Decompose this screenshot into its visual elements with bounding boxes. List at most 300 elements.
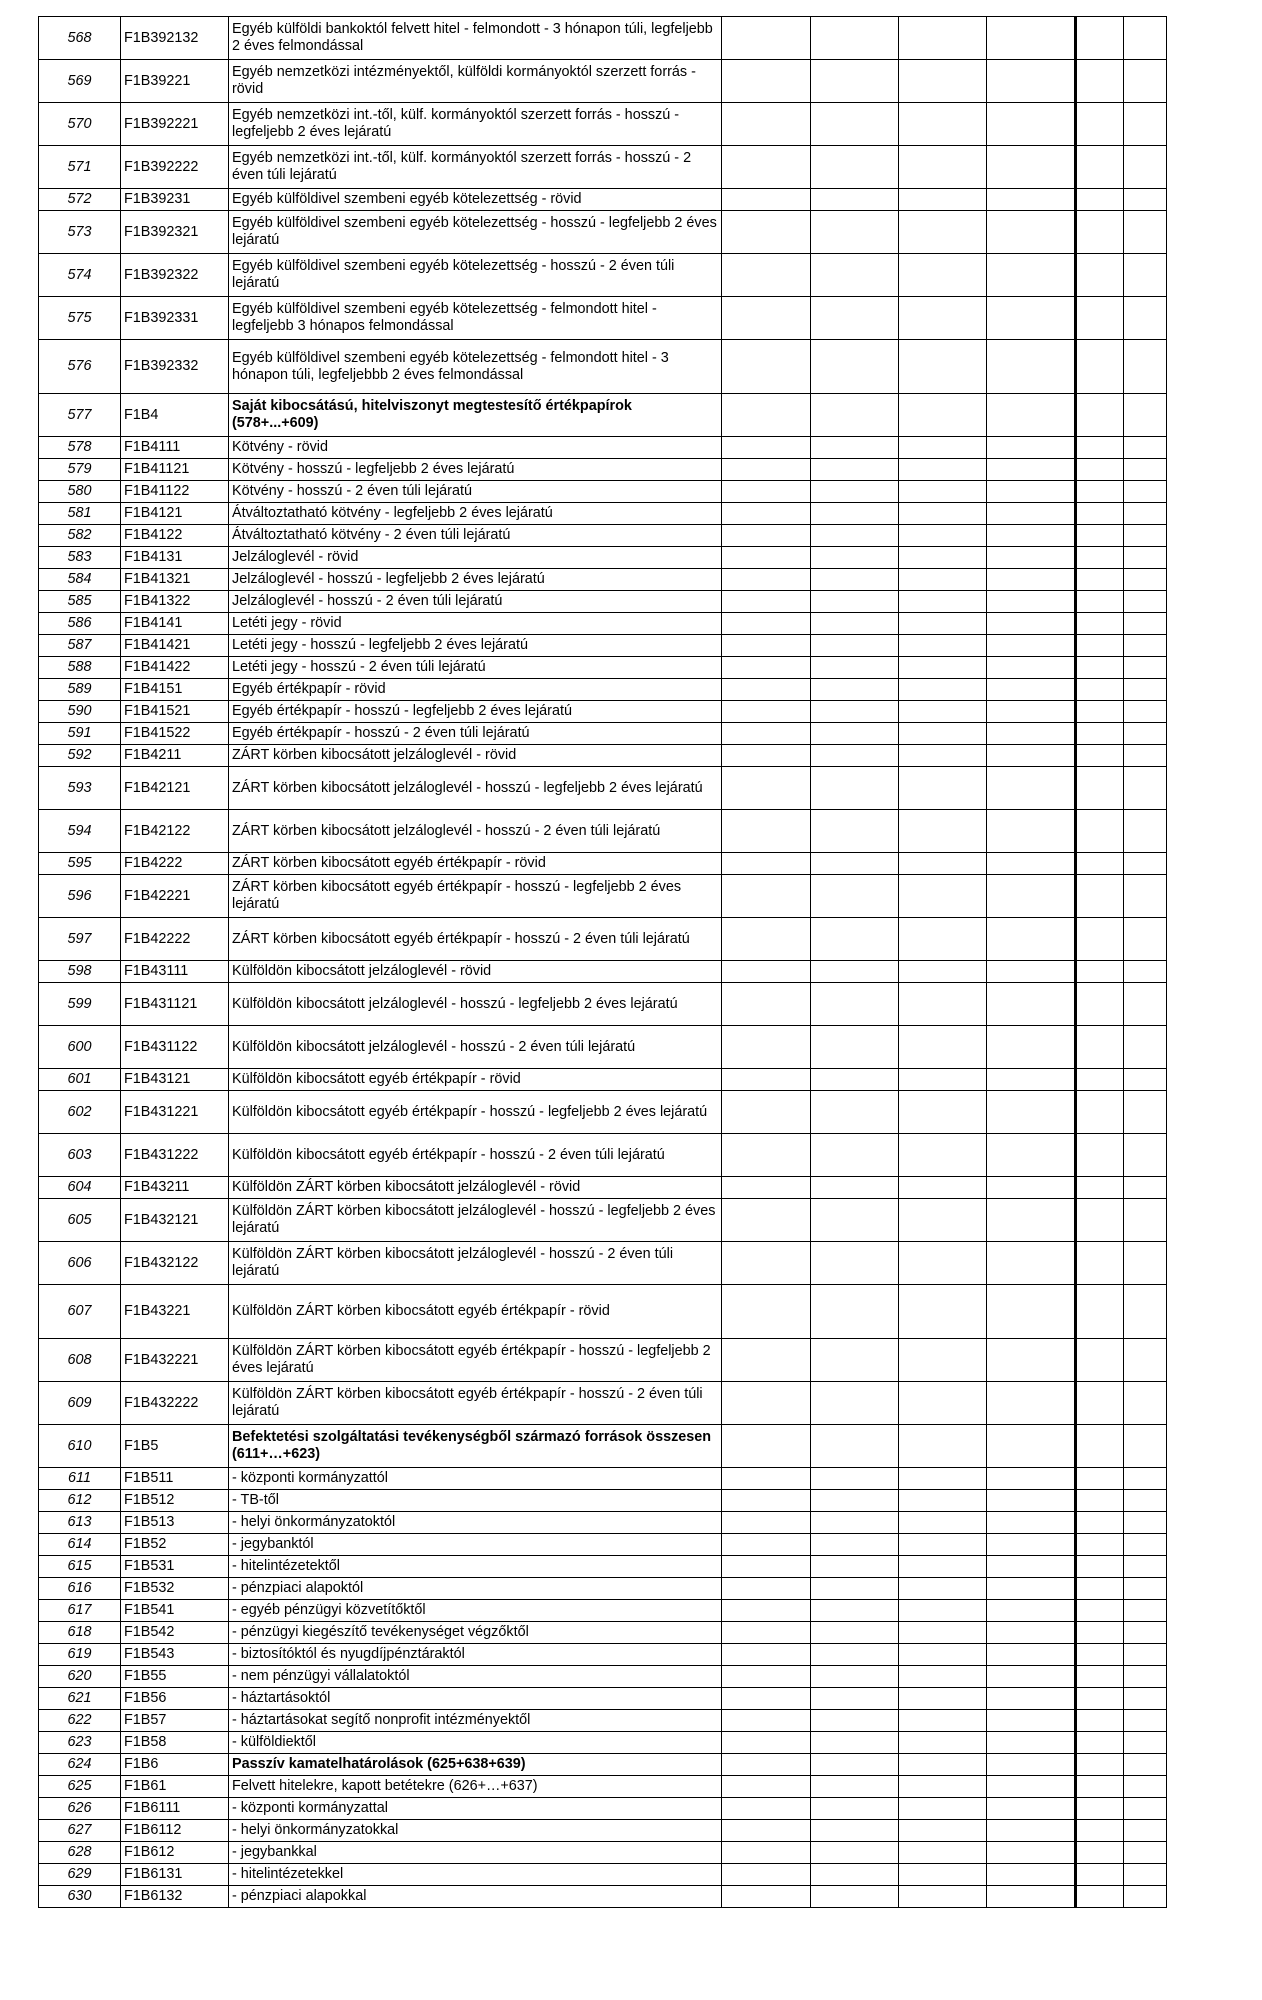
value-cell[interactable] — [811, 767, 899, 810]
value-cell[interactable] — [899, 1490, 987, 1512]
value-cell[interactable] — [987, 1468, 1076, 1490]
value-cell[interactable] — [987, 745, 1076, 767]
value-cell[interactable] — [1124, 437, 1167, 459]
value-cell[interactable] — [899, 60, 987, 103]
value-cell[interactable] — [1124, 1026, 1167, 1069]
value-cell[interactable] — [811, 189, 899, 211]
value-cell[interactable] — [987, 525, 1076, 547]
value-cell[interactable] — [722, 1490, 811, 1512]
value-cell[interactable] — [722, 17, 811, 60]
value-cell[interactable] — [1076, 1512, 1124, 1534]
value-cell[interactable] — [722, 459, 811, 481]
value-cell[interactable] — [1124, 1134, 1167, 1177]
value-cell[interactable] — [722, 1798, 811, 1820]
value-cell[interactable] — [899, 547, 987, 569]
value-cell[interactable] — [722, 1026, 811, 1069]
value-cell[interactable] — [811, 1177, 899, 1199]
value-cell[interactable] — [811, 1242, 899, 1285]
value-cell[interactable] — [1076, 1886, 1124, 1908]
value-cell[interactable] — [811, 591, 899, 613]
value-cell[interactable] — [899, 17, 987, 60]
value-cell[interactable] — [1124, 17, 1167, 60]
value-cell[interactable] — [1124, 1754, 1167, 1776]
value-cell[interactable] — [811, 1134, 899, 1177]
value-cell[interactable] — [987, 701, 1076, 723]
value-cell[interactable] — [722, 1512, 811, 1534]
value-cell[interactable] — [1124, 1382, 1167, 1425]
value-cell[interactable] — [987, 211, 1076, 254]
value-cell[interactable] — [722, 745, 811, 767]
value-cell[interactable] — [899, 613, 987, 635]
value-cell[interactable] — [722, 297, 811, 340]
value-cell[interactable] — [1124, 254, 1167, 297]
value-cell[interactable] — [987, 810, 1076, 853]
value-cell[interactable] — [1124, 701, 1167, 723]
value-cell[interactable] — [811, 1285, 899, 1339]
value-cell[interactable] — [1076, 17, 1124, 60]
value-cell[interactable] — [899, 459, 987, 481]
value-cell[interactable] — [811, 17, 899, 60]
value-cell[interactable] — [1076, 875, 1124, 918]
value-cell[interactable] — [1076, 1710, 1124, 1732]
value-cell[interactable] — [722, 875, 811, 918]
value-cell[interactable] — [1124, 853, 1167, 875]
value-cell[interactable] — [1124, 60, 1167, 103]
value-cell[interactable] — [899, 723, 987, 745]
value-cell[interactable] — [1076, 1556, 1124, 1578]
value-cell[interactable] — [899, 525, 987, 547]
value-cell[interactable] — [1076, 103, 1124, 146]
value-cell[interactable] — [987, 1600, 1076, 1622]
value-cell[interactable] — [1124, 723, 1167, 745]
value-cell[interactable] — [1076, 1688, 1124, 1710]
value-cell[interactable] — [987, 1886, 1076, 1908]
value-cell[interactable] — [987, 1798, 1076, 1820]
value-cell[interactable] — [899, 1134, 987, 1177]
value-cell[interactable] — [987, 1732, 1076, 1754]
value-cell[interactable] — [811, 1199, 899, 1242]
value-cell[interactable] — [722, 1644, 811, 1666]
value-cell[interactable] — [811, 146, 899, 189]
value-cell[interactable] — [811, 1026, 899, 1069]
value-cell[interactable] — [1124, 1798, 1167, 1820]
value-cell[interactable] — [1124, 875, 1167, 918]
value-cell[interactable] — [987, 481, 1076, 503]
value-cell[interactable] — [1124, 525, 1167, 547]
value-cell[interactable] — [1124, 1666, 1167, 1688]
value-cell[interactable] — [987, 679, 1076, 701]
value-cell[interactable] — [899, 569, 987, 591]
value-cell[interactable] — [1076, 525, 1124, 547]
value-cell[interactable] — [987, 1285, 1076, 1339]
value-cell[interactable] — [1076, 1534, 1124, 1556]
value-cell[interactable] — [1124, 1425, 1167, 1468]
value-cell[interactable] — [899, 853, 987, 875]
value-cell[interactable] — [811, 297, 899, 340]
value-cell[interactable] — [1076, 481, 1124, 503]
value-cell[interactable] — [722, 1666, 811, 1688]
value-cell[interactable] — [722, 1688, 811, 1710]
value-cell[interactable] — [899, 1069, 987, 1091]
value-cell[interactable] — [811, 635, 899, 657]
value-cell[interactable] — [1124, 211, 1167, 254]
value-cell[interactable] — [811, 1512, 899, 1534]
value-cell[interactable] — [987, 1534, 1076, 1556]
value-cell[interactable] — [1076, 60, 1124, 103]
value-cell[interactable] — [811, 1886, 899, 1908]
value-cell[interactable] — [1076, 635, 1124, 657]
value-cell[interactable] — [722, 1468, 811, 1490]
value-cell[interactable] — [899, 1688, 987, 1710]
value-cell[interactable] — [722, 481, 811, 503]
value-cell[interactable] — [722, 503, 811, 525]
value-cell[interactable] — [1076, 723, 1124, 745]
value-cell[interactable] — [1076, 394, 1124, 437]
value-cell[interactable] — [899, 983, 987, 1026]
value-cell[interactable] — [1124, 1886, 1167, 1908]
value-cell[interactable] — [1076, 918, 1124, 961]
value-cell[interactable] — [811, 1754, 899, 1776]
value-cell[interactable] — [722, 146, 811, 189]
value-cell[interactable] — [1076, 1091, 1124, 1134]
value-cell[interactable] — [1076, 297, 1124, 340]
value-cell[interactable] — [722, 1242, 811, 1285]
value-cell[interactable] — [899, 146, 987, 189]
value-cell[interactable] — [1124, 1285, 1167, 1339]
value-cell[interactable] — [987, 103, 1076, 146]
value-cell[interactable] — [811, 340, 899, 394]
value-cell[interactable] — [899, 1425, 987, 1468]
value-cell[interactable] — [811, 983, 899, 1026]
value-cell[interactable] — [811, 1710, 899, 1732]
value-cell[interactable] — [722, 1732, 811, 1754]
value-cell[interactable] — [811, 961, 899, 983]
value-cell[interactable] — [1076, 1199, 1124, 1242]
value-cell[interactable] — [811, 459, 899, 481]
value-cell[interactable] — [987, 547, 1076, 569]
value-cell[interactable] — [722, 525, 811, 547]
value-cell[interactable] — [811, 1339, 899, 1382]
value-cell[interactable] — [1124, 1688, 1167, 1710]
value-cell[interactable] — [722, 853, 811, 875]
value-cell[interactable] — [811, 481, 899, 503]
value-cell[interactable] — [899, 1710, 987, 1732]
value-cell[interactable] — [987, 1026, 1076, 1069]
value-cell[interactable] — [811, 1820, 899, 1842]
value-cell[interactable] — [987, 1864, 1076, 1886]
value-cell[interactable] — [1124, 961, 1167, 983]
value-cell[interactable] — [1124, 657, 1167, 679]
value-cell[interactable] — [722, 961, 811, 983]
value-cell[interactable] — [1124, 1578, 1167, 1600]
value-cell[interactable] — [1076, 853, 1124, 875]
value-cell[interactable] — [899, 254, 987, 297]
value-cell[interactable] — [811, 1864, 899, 1886]
value-cell[interactable] — [1124, 547, 1167, 569]
value-cell[interactable] — [987, 853, 1076, 875]
value-cell[interactable] — [811, 1069, 899, 1091]
value-cell[interactable] — [1076, 1177, 1124, 1199]
value-cell[interactable] — [987, 983, 1076, 1026]
value-cell[interactable] — [1124, 1468, 1167, 1490]
value-cell[interactable] — [722, 983, 811, 1026]
value-cell[interactable] — [722, 1285, 811, 1339]
value-cell[interactable] — [987, 569, 1076, 591]
value-cell[interactable] — [811, 853, 899, 875]
value-cell[interactable] — [987, 189, 1076, 211]
value-cell[interactable] — [722, 1556, 811, 1578]
value-cell[interactable] — [1124, 1776, 1167, 1798]
value-cell[interactable] — [1076, 254, 1124, 297]
value-cell[interactable] — [1076, 1644, 1124, 1666]
value-cell[interactable] — [899, 1578, 987, 1600]
value-cell[interactable] — [899, 503, 987, 525]
value-cell[interactable] — [987, 459, 1076, 481]
value-cell[interactable] — [722, 569, 811, 591]
value-cell[interactable] — [1076, 745, 1124, 767]
value-cell[interactable] — [899, 437, 987, 459]
value-cell[interactable] — [811, 211, 899, 254]
value-cell[interactable] — [987, 635, 1076, 657]
value-cell[interactable] — [987, 254, 1076, 297]
value-cell[interactable] — [811, 254, 899, 297]
value-cell[interactable] — [987, 767, 1076, 810]
value-cell[interactable] — [1076, 701, 1124, 723]
value-cell[interactable] — [1124, 983, 1167, 1026]
value-cell[interactable] — [987, 1842, 1076, 1864]
value-cell[interactable] — [1124, 1069, 1167, 1091]
value-cell[interactable] — [811, 394, 899, 437]
value-cell[interactable] — [987, 613, 1076, 635]
value-cell[interactable] — [1124, 745, 1167, 767]
value-cell[interactable] — [899, 1732, 987, 1754]
value-cell[interactable] — [899, 1177, 987, 1199]
value-cell[interactable] — [899, 394, 987, 437]
value-cell[interactable] — [1124, 1091, 1167, 1134]
value-cell[interactable] — [811, 60, 899, 103]
value-cell[interactable] — [811, 1534, 899, 1556]
value-cell[interactable] — [722, 1069, 811, 1091]
value-cell[interactable] — [987, 340, 1076, 394]
value-cell[interactable] — [1076, 437, 1124, 459]
value-cell[interactable] — [811, 1842, 899, 1864]
value-cell[interactable] — [811, 745, 899, 767]
value-cell[interactable] — [1076, 810, 1124, 853]
value-cell[interactable] — [811, 1490, 899, 1512]
value-cell[interactable] — [1076, 340, 1124, 394]
value-cell[interactable] — [1076, 1285, 1124, 1339]
value-cell[interactable] — [987, 1820, 1076, 1842]
value-cell[interactable] — [1076, 1134, 1124, 1177]
value-cell[interactable] — [899, 340, 987, 394]
value-cell[interactable] — [899, 189, 987, 211]
value-cell[interactable] — [1124, 1177, 1167, 1199]
value-cell[interactable] — [722, 591, 811, 613]
value-cell[interactable] — [1124, 810, 1167, 853]
value-cell[interactable] — [1124, 481, 1167, 503]
value-cell[interactable] — [1076, 1842, 1124, 1864]
value-cell[interactable] — [722, 701, 811, 723]
value-cell[interactable] — [722, 1177, 811, 1199]
value-cell[interactable] — [1124, 189, 1167, 211]
value-cell[interactable] — [1124, 1820, 1167, 1842]
value-cell[interactable] — [899, 875, 987, 918]
value-cell[interactable] — [1076, 1798, 1124, 1820]
value-cell[interactable] — [811, 810, 899, 853]
value-cell[interactable] — [811, 1091, 899, 1134]
value-cell[interactable] — [722, 437, 811, 459]
value-cell[interactable] — [1076, 569, 1124, 591]
value-cell[interactable] — [899, 961, 987, 983]
value-cell[interactable] — [722, 1886, 811, 1908]
value-cell[interactable] — [722, 1820, 811, 1842]
value-cell[interactable] — [899, 1382, 987, 1425]
value-cell[interactable] — [811, 1644, 899, 1666]
value-cell[interactable] — [899, 701, 987, 723]
value-cell[interactable] — [987, 1710, 1076, 1732]
value-cell[interactable] — [1076, 1339, 1124, 1382]
value-cell[interactable] — [1076, 1776, 1124, 1798]
value-cell[interactable] — [722, 657, 811, 679]
value-cell[interactable] — [987, 1490, 1076, 1512]
value-cell[interactable] — [987, 1556, 1076, 1578]
value-cell[interactable] — [899, 1776, 987, 1798]
value-cell[interactable] — [899, 481, 987, 503]
value-cell[interactable] — [987, 1688, 1076, 1710]
value-cell[interactable] — [987, 657, 1076, 679]
value-cell[interactable] — [1076, 613, 1124, 635]
value-cell[interactable] — [1076, 547, 1124, 569]
value-cell[interactable] — [1124, 297, 1167, 340]
value-cell[interactable] — [899, 1600, 987, 1622]
value-cell[interactable] — [1076, 1666, 1124, 1688]
value-cell[interactable] — [899, 1339, 987, 1382]
value-cell[interactable] — [899, 635, 987, 657]
value-cell[interactable] — [1076, 657, 1124, 679]
value-cell[interactable] — [722, 767, 811, 810]
value-cell[interactable] — [987, 1242, 1076, 1285]
value-cell[interactable] — [1124, 569, 1167, 591]
value-cell[interactable] — [811, 1578, 899, 1600]
value-cell[interactable] — [987, 1644, 1076, 1666]
value-cell[interactable] — [987, 1754, 1076, 1776]
value-cell[interactable] — [899, 1199, 987, 1242]
value-cell[interactable] — [899, 745, 987, 767]
value-cell[interactable] — [1124, 1710, 1167, 1732]
value-cell[interactable] — [1076, 1578, 1124, 1600]
value-cell[interactable] — [899, 1622, 987, 1644]
value-cell[interactable] — [987, 1199, 1076, 1242]
value-cell[interactable] — [722, 679, 811, 701]
value-cell[interactable] — [987, 591, 1076, 613]
value-cell[interactable] — [722, 394, 811, 437]
value-cell[interactable] — [899, 918, 987, 961]
value-cell[interactable] — [899, 1512, 987, 1534]
value-cell[interactable] — [899, 1666, 987, 1688]
value-cell[interactable] — [722, 723, 811, 745]
value-cell[interactable] — [899, 1556, 987, 1578]
value-cell[interactable] — [1076, 1382, 1124, 1425]
value-cell[interactable] — [722, 189, 811, 211]
value-cell[interactable] — [987, 394, 1076, 437]
value-cell[interactable] — [1124, 1242, 1167, 1285]
value-cell[interactable] — [811, 547, 899, 569]
value-cell[interactable] — [722, 810, 811, 853]
value-cell[interactable] — [1076, 1425, 1124, 1468]
value-cell[interactable] — [1076, 1468, 1124, 1490]
value-cell[interactable] — [899, 1644, 987, 1666]
value-cell[interactable] — [987, 1776, 1076, 1798]
value-cell[interactable] — [987, 1578, 1076, 1600]
value-cell[interactable] — [811, 1798, 899, 1820]
value-cell[interactable] — [1124, 613, 1167, 635]
value-cell[interactable] — [722, 1199, 811, 1242]
value-cell[interactable] — [811, 657, 899, 679]
value-cell[interactable] — [899, 657, 987, 679]
value-cell[interactable] — [1076, 1864, 1124, 1886]
value-cell[interactable] — [1124, 1490, 1167, 1512]
value-cell[interactable] — [811, 1776, 899, 1798]
value-cell[interactable] — [1124, 394, 1167, 437]
value-cell[interactable] — [1076, 961, 1124, 983]
value-cell[interactable] — [722, 1091, 811, 1134]
value-cell[interactable] — [722, 1382, 811, 1425]
value-cell[interactable] — [811, 1556, 899, 1578]
value-cell[interactable] — [811, 525, 899, 547]
value-cell[interactable] — [899, 1820, 987, 1842]
value-cell[interactable] — [1124, 1199, 1167, 1242]
value-cell[interactable] — [811, 1600, 899, 1622]
value-cell[interactable] — [899, 1864, 987, 1886]
value-cell[interactable] — [1124, 591, 1167, 613]
value-cell[interactable] — [811, 1688, 899, 1710]
value-cell[interactable] — [722, 613, 811, 635]
value-cell[interactable] — [1124, 503, 1167, 525]
value-cell[interactable] — [987, 1069, 1076, 1091]
value-cell[interactable] — [722, 1425, 811, 1468]
value-cell[interactable] — [1076, 1026, 1124, 1069]
value-cell[interactable] — [1124, 1732, 1167, 1754]
value-cell[interactable] — [987, 437, 1076, 459]
value-cell[interactable] — [722, 1578, 811, 1600]
value-cell[interactable] — [987, 146, 1076, 189]
value-cell[interactable] — [1076, 1820, 1124, 1842]
value-cell[interactable] — [899, 1886, 987, 1908]
value-cell[interactable] — [1076, 767, 1124, 810]
value-cell[interactable] — [899, 1842, 987, 1864]
value-cell[interactable] — [1124, 679, 1167, 701]
value-cell[interactable] — [811, 701, 899, 723]
value-cell[interactable] — [811, 1666, 899, 1688]
value-cell[interactable] — [1124, 1842, 1167, 1864]
value-cell[interactable] — [722, 1776, 811, 1798]
value-cell[interactable] — [987, 918, 1076, 961]
value-cell[interactable] — [1124, 1339, 1167, 1382]
value-cell[interactable] — [987, 1622, 1076, 1644]
value-cell[interactable] — [1124, 1644, 1167, 1666]
value-cell[interactable] — [1076, 679, 1124, 701]
value-cell[interactable] — [987, 503, 1076, 525]
value-cell[interactable] — [811, 1382, 899, 1425]
value-cell[interactable] — [899, 1468, 987, 1490]
value-cell[interactable] — [722, 1842, 811, 1864]
value-cell[interactable] — [811, 1622, 899, 1644]
value-cell[interactable] — [987, 60, 1076, 103]
value-cell[interactable] — [1076, 459, 1124, 481]
value-cell[interactable] — [1076, 1754, 1124, 1776]
value-cell[interactable] — [987, 1177, 1076, 1199]
value-cell[interactable] — [811, 103, 899, 146]
